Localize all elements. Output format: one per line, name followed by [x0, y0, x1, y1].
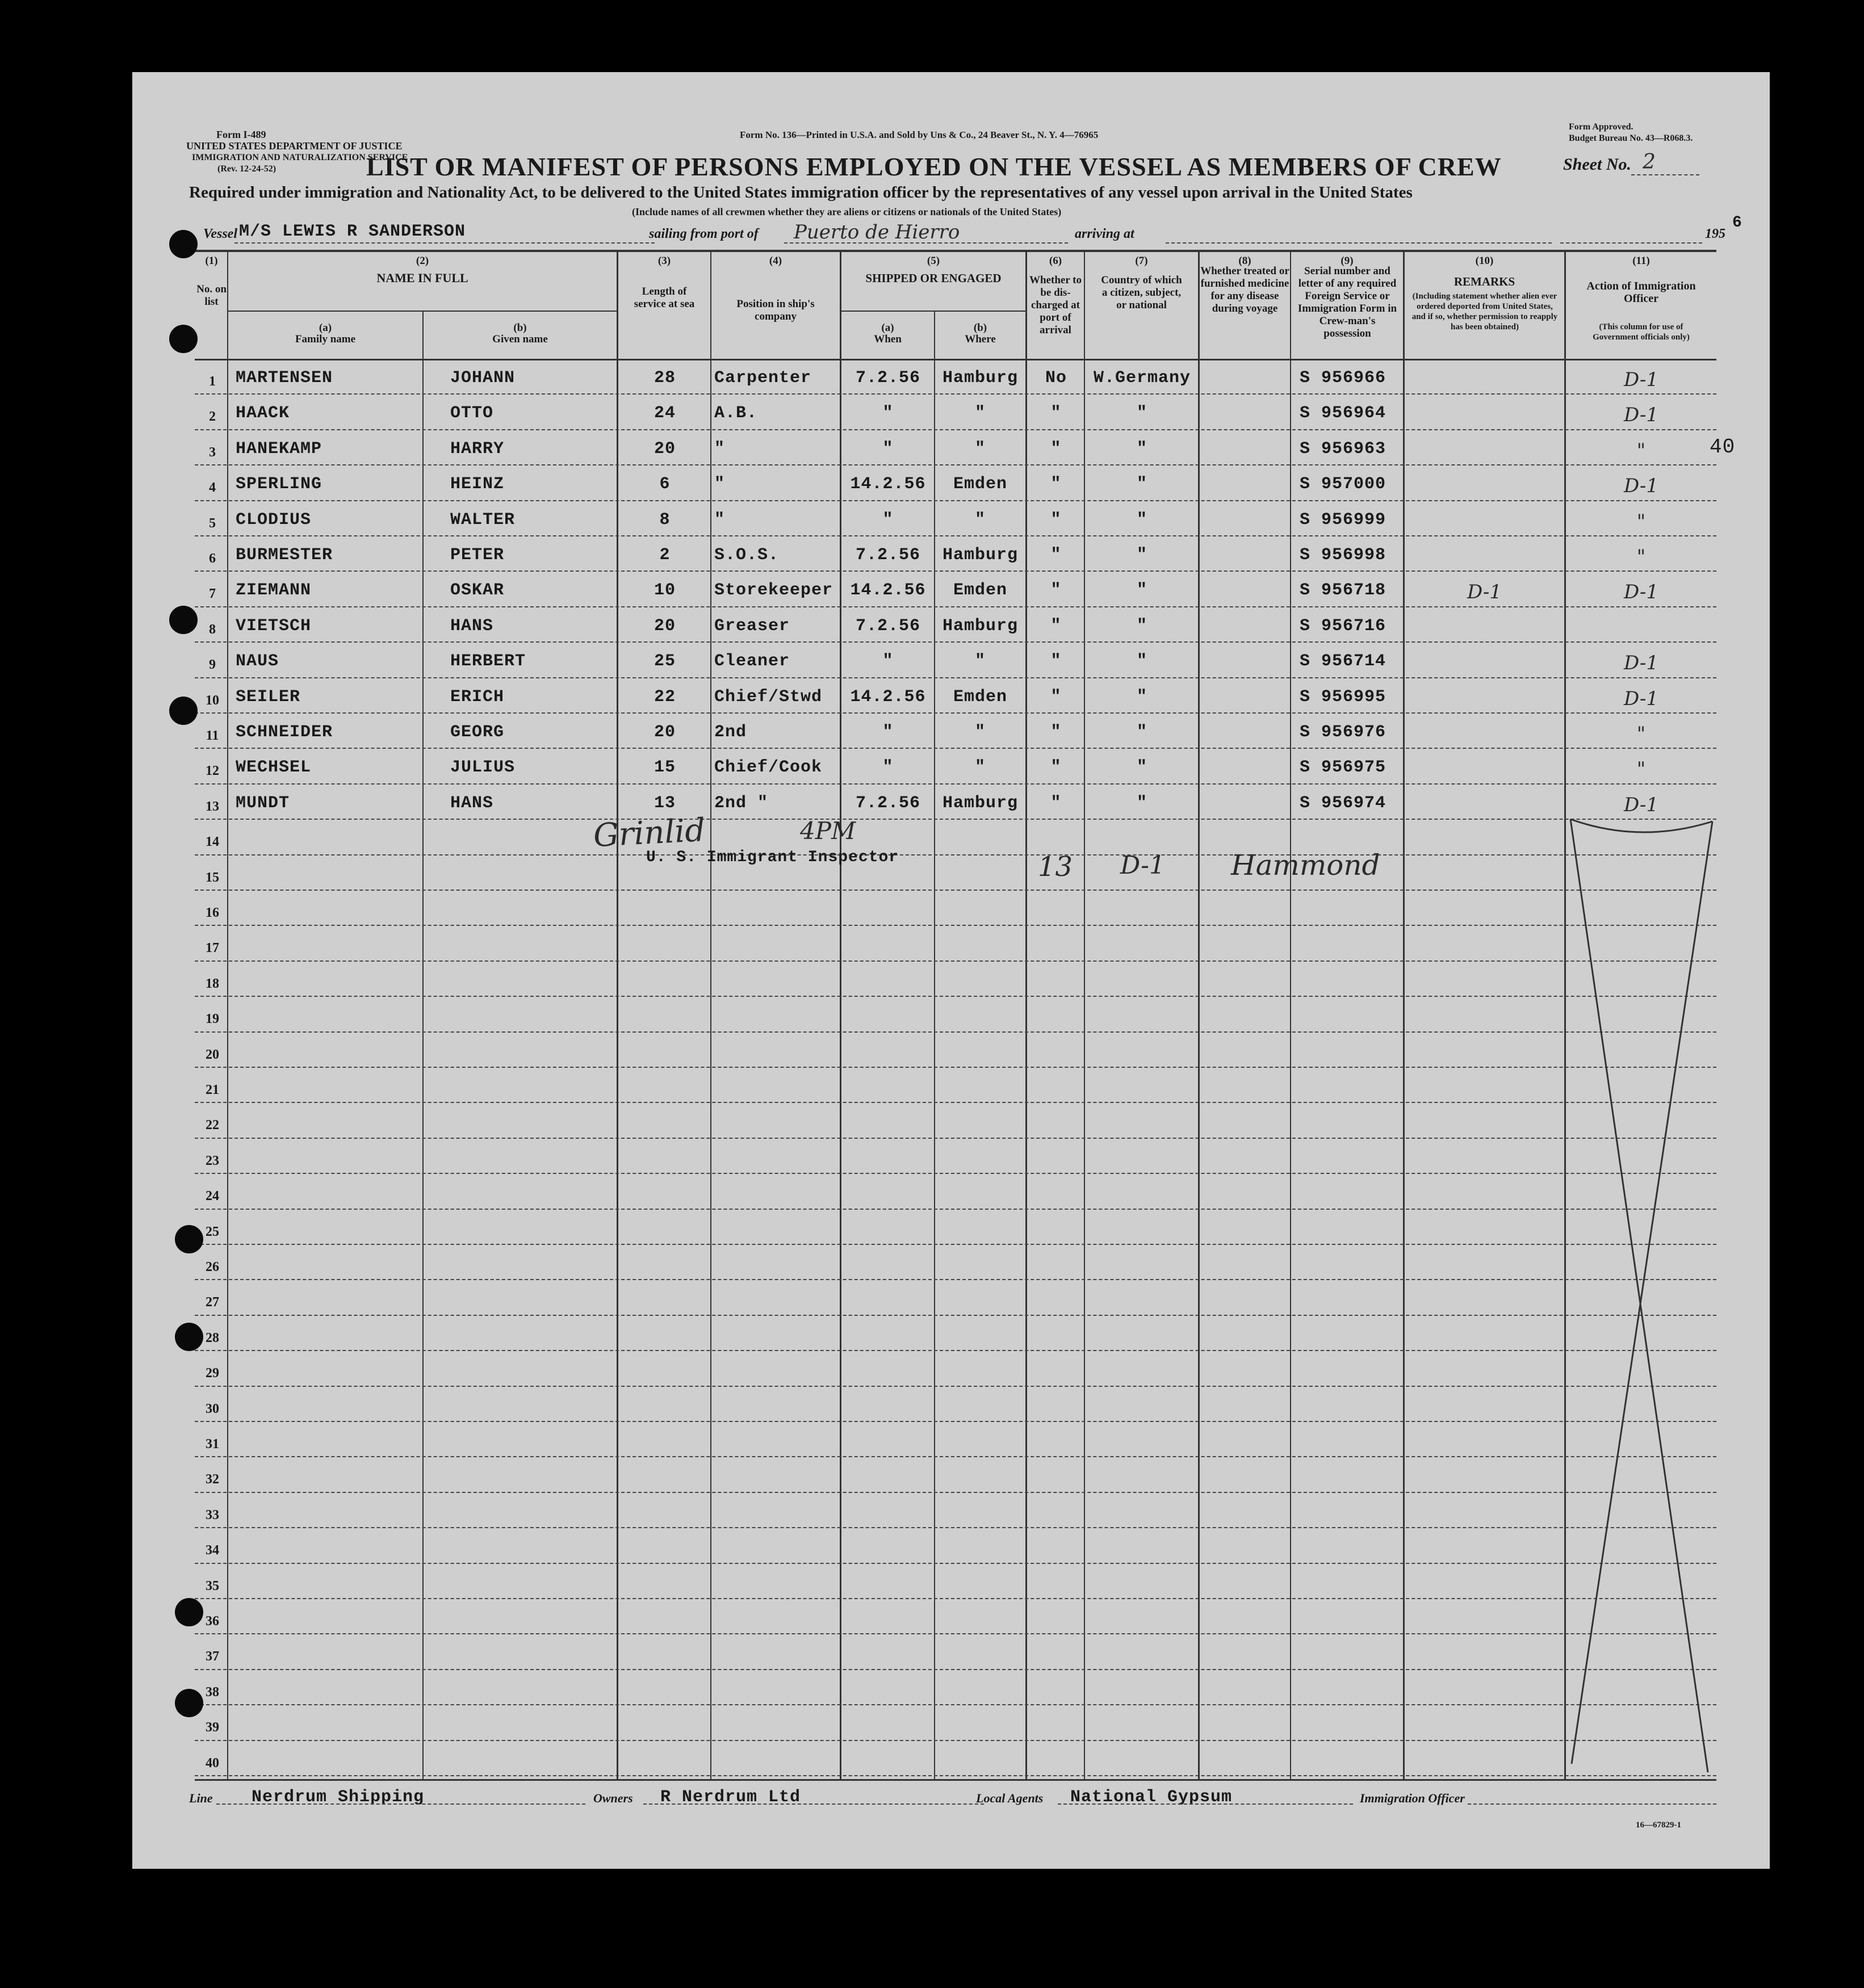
crew-service: 6: [659, 475, 671, 494]
row-rule: [195, 1740, 1716, 1741]
row-number: 13: [206, 799, 219, 814]
crew-given: GEORG: [450, 723, 505, 742]
punch-hole: [175, 1598, 203, 1626]
crew-given: JOHANN: [450, 368, 516, 388]
row-rule: [195, 961, 1716, 962]
row-number: 2: [209, 409, 216, 425]
summary-count: 13: [1038, 851, 1073, 883]
crew-country: ": [1136, 404, 1147, 423]
crew-serial: S 956976: [1300, 723, 1387, 742]
crew-given: OTTO: [450, 404, 494, 423]
crew-family: WECHSEL: [236, 758, 312, 778]
row-number: 16: [206, 905, 219, 920]
col10-header: REMARKS: [1453, 275, 1515, 288]
punch-hole: [175, 1689, 203, 1717]
col10-note: (Including statement whether alien ever ordered deported from United States, and if so, whether permission to reapply has been obtained): [1411, 292, 1558, 332]
sailing-port: Puerto de Hierro: [794, 221, 960, 244]
crew-discharge: ": [1050, 546, 1062, 565]
crew-family: HANEKAMP: [236, 439, 322, 459]
row-rule: [195, 1173, 1716, 1174]
col6-num: (6): [1049, 255, 1062, 267]
row-rule: [195, 1350, 1716, 1351]
crew-when: ": [882, 758, 894, 778]
inspector-time: 4PM: [800, 817, 856, 845]
crew-when: 14.2.56: [850, 581, 926, 601]
row-rule: [195, 996, 1716, 997]
crew-action: ": [1636, 758, 1646, 781]
col5a-num: (a): [881, 322, 894, 334]
row-number: 6: [209, 551, 216, 566]
row-rule: [195, 571, 1716, 572]
crew-position: S.O.S.: [714, 546, 780, 565]
crew-where: ": [974, 404, 986, 423]
year-suffix: 6: [1732, 214, 1742, 232]
owners-value: R Nerdrum Ltd: [660, 1788, 801, 1807]
crew-when: ": [882, 723, 894, 742]
row-number: 20: [206, 1047, 219, 1062]
crew-given: ERICH: [450, 687, 505, 707]
row-number: 39: [206, 1720, 219, 1735]
row-number: 21: [206, 1083, 219, 1097]
col2a-header: Family name: [295, 333, 356, 345]
crew-position: ": [714, 475, 726, 494]
strike-out-x: [1566, 810, 1716, 1775]
manifest-sheet: [132, 72, 1770, 1869]
row-number: 40: [206, 1755, 219, 1771]
crew-discharge: ": [1050, 723, 1062, 742]
col7-header: Country of which a citizen, subject, or national: [1101, 274, 1182, 311]
summary-signature: Hammond: [1231, 849, 1380, 882]
col5b-num: (b): [973, 322, 987, 334]
row-number: 34: [206, 1543, 219, 1558]
crew-position: 2nd: [714, 723, 747, 742]
crew-country: ": [1136, 758, 1147, 778]
crew-given: HANS: [450, 793, 494, 813]
crew-discharge: ": [1050, 758, 1062, 778]
row-number: 26: [206, 1260, 219, 1274]
row-number: 4: [209, 480, 216, 496]
row-number: 19: [206, 1012, 219, 1027]
row-rule: [195, 393, 1716, 395]
row-number: 12: [206, 764, 219, 779]
arriving-label: arriving at: [1075, 227, 1134, 241]
row-rule: [195, 854, 1716, 855]
crew-where: ": [974, 723, 986, 742]
crew-position: A.B.: [714, 404, 758, 423]
line-value: Nerdrum Shipping: [252, 1788, 425, 1807]
crew-given: HERBERT: [450, 652, 526, 672]
row-rule: [195, 1633, 1716, 1634]
crew-when: 14.2.56: [850, 475, 926, 494]
col5b-header: Where: [965, 333, 996, 345]
summary-action: D-1: [1120, 851, 1165, 880]
crew-discharge: ": [1050, 475, 1062, 494]
revision: (Rev. 12-24-52): [217, 164, 277, 174]
crew-serial: S 956714: [1300, 652, 1387, 672]
crew-service: 20: [654, 439, 676, 459]
row-number: 23: [206, 1153, 219, 1168]
subnote: (Include names of all crewmen whether they are aliens or citizens or nationals of the United States): [632, 206, 1062, 217]
row-number: 31: [206, 1437, 219, 1452]
crew-where: Emden: [953, 475, 1007, 494]
crew-country: ": [1136, 616, 1147, 636]
crew-country: ": [1136, 687, 1147, 707]
crew-action: D-1: [1623, 793, 1658, 816]
row-number: 7: [209, 586, 216, 602]
crew-when: 7.2.56: [855, 793, 921, 813]
row-rule: [195, 1067, 1716, 1068]
crew-discharge: ": [1050, 581, 1062, 601]
crew-when: ": [882, 652, 894, 672]
printer-note: Form No. 136—Printed in U.S.A. and Sold by Uns & Co., 24 Beaver St., N. Y. 4—76965: [740, 129, 1099, 140]
crew-country: ": [1136, 581, 1147, 601]
sheet-label: Sheet No.: [1563, 155, 1631, 174]
crew-position: ": [714, 439, 726, 459]
row-number: 33: [206, 1507, 219, 1523]
crew-family: SCHNEIDER: [236, 723, 333, 742]
crew-given: WALTER: [450, 510, 516, 530]
crew-given: HANS: [450, 616, 494, 636]
year-prefix: 195: [1705, 227, 1725, 241]
row-rule: [195, 1456, 1716, 1457]
crew-given: JULIUS: [450, 758, 516, 778]
row-rule: [195, 1704, 1716, 1705]
crew-action: ": [1636, 510, 1646, 533]
department: UNITED STATES DEPARTMENT OF JUSTICE: [186, 140, 403, 152]
row-rule: [195, 1279, 1716, 1280]
row-rule: [195, 641, 1716, 643]
crew-family: VIETSCH: [236, 616, 312, 636]
row-number: 1: [209, 374, 216, 389]
row-rule: [195, 1563, 1716, 1564]
crew-action: D-1: [1623, 652, 1658, 675]
crew-discharge: ": [1050, 510, 1062, 530]
owners-label: Owners: [593, 1791, 633, 1805]
col6-header: Whether to be dis-charged at port of arrival: [1029, 274, 1082, 336]
form-number: Form I-489: [216, 129, 266, 140]
crew-serial: S 956718: [1300, 581, 1387, 601]
crew-serial: S 957000: [1300, 475, 1387, 494]
row-number: 9: [209, 657, 216, 673]
crew-given: HARRY: [450, 439, 505, 459]
row-rule: [195, 819, 1716, 820]
crew-where: ": [974, 510, 986, 530]
crew-position: Chief/Cook: [714, 758, 823, 778]
crew-country: ": [1136, 475, 1147, 494]
crew-service: 28: [654, 368, 676, 388]
crew-position: 2nd ": [714, 793, 769, 813]
line-label: Line: [189, 1791, 213, 1805]
crew-family: CLODIUS: [236, 510, 312, 530]
crew-serial: S 956995: [1300, 687, 1387, 707]
vessel-label: Vessel: [203, 227, 237, 241]
row-rule: [195, 783, 1716, 785]
row-rule: [195, 500, 1716, 501]
row-number: 22: [206, 1118, 219, 1133]
crew-given: HEINZ: [450, 475, 505, 494]
row-rule: [195, 1031, 1716, 1033]
crew-action: ": [1636, 546, 1646, 568]
crew-where: Hamburg: [942, 616, 1019, 636]
crew-serial: S 956966: [1300, 368, 1387, 388]
row-rule: [195, 535, 1716, 536]
row-rule: [195, 677, 1716, 678]
crew-discharge: ": [1050, 616, 1062, 636]
crew-when: 14.2.56: [850, 687, 926, 707]
row-rule: [195, 1244, 1716, 1245]
col10-num: (10): [1475, 255, 1494, 267]
row-number: 25: [206, 1224, 219, 1239]
row-rule: [195, 1492, 1716, 1493]
agents-label: Local Agents: [976, 1791, 1044, 1805]
col2a-num: (a): [319, 322, 332, 334]
crew-when: 7.2.56: [855, 368, 921, 388]
punch-hole: [169, 325, 198, 353]
crew-position: Carpenter: [714, 368, 812, 388]
crew-where: Hamburg: [942, 793, 1019, 813]
col9-header: Serial number and letter of any required Foreign Service or Immigration Form in Crew-man's possession: [1297, 265, 1397, 339]
punch-hole: [169, 230, 198, 258]
crew-serial: S 956963: [1300, 439, 1387, 459]
col11-note: (This column for use of Government officials only): [1593, 322, 1690, 342]
row-number: 3: [209, 444, 216, 460]
col5a-header: When: [874, 333, 902, 345]
col8-header: Whether treated or furnished medicine for any disease during voyage: [1200, 265, 1289, 314]
crew-position: Storekeeper: [714, 581, 833, 601]
row-number: 29: [206, 1366, 219, 1381]
col5-num: (5): [927, 255, 940, 267]
sailing-label: sailing from port of: [649, 227, 759, 241]
col8-num: (8): [1238, 255, 1251, 267]
crew-serial: S 956964: [1300, 404, 1387, 423]
crew-given: PETER: [450, 546, 505, 565]
crew-action: D-1: [1623, 687, 1658, 710]
crew-action: ": [1636, 723, 1646, 745]
service-name: IMMIGRATION AND NATURALIZATION SERVICE: [192, 153, 408, 162]
crew-action: D-1: [1623, 368, 1658, 391]
row-number: 24: [206, 1189, 219, 1204]
col3-num: (3): [657, 255, 671, 267]
row-rule: [195, 1598, 1716, 1599]
margin-number: 40: [1710, 435, 1736, 459]
crew-position: Chief/Stwd: [714, 687, 823, 707]
crew-discharge: ": [1050, 793, 1062, 813]
crew-service: 25: [654, 652, 676, 672]
col11-num: (11): [1632, 255, 1650, 267]
row-number: 30: [206, 1401, 219, 1416]
crew-when: ": [882, 404, 894, 423]
crew-service: 10: [654, 581, 676, 601]
crew-family: HAACK: [236, 404, 290, 423]
row-rule: [195, 464, 1716, 465]
row-number: 32: [206, 1472, 219, 1487]
crew-position: Greaser: [714, 616, 790, 636]
row-rule: [195, 1669, 1716, 1670]
crew-service: 13: [654, 793, 676, 813]
row-number: 37: [206, 1649, 219, 1664]
crew-service: 20: [654, 616, 676, 636]
col4-header: Position in ship's company: [736, 298, 815, 322]
row-rule: [195, 429, 1716, 430]
row-number: 5: [209, 515, 216, 531]
col2b-num: (b): [513, 322, 527, 334]
crew-service: 8: [659, 510, 671, 530]
crew-action: D-1: [1623, 581, 1658, 604]
crew-action: D-1: [1623, 475, 1658, 498]
row-rule: [195, 1527, 1716, 1528]
row-rule: [195, 1138, 1716, 1139]
crew-serial: S 956999: [1300, 510, 1387, 530]
crew-country: ": [1136, 546, 1147, 565]
crew-family: ZIEMANN: [236, 581, 312, 601]
crew-discharge: ": [1050, 687, 1062, 707]
crew-serial: S 956974: [1300, 793, 1387, 813]
crew-country: ": [1136, 439, 1147, 459]
col2b-header: Given name: [492, 333, 548, 345]
inspector-title: U. S. Immigrant Inspector: [646, 849, 899, 866]
row-number: 10: [206, 693, 219, 708]
row-number: 35: [206, 1578, 219, 1593]
row-rule: [195, 712, 1716, 714]
crew-country: ": [1136, 652, 1147, 672]
punch-hole: [169, 697, 198, 725]
crew-family: MUNDT: [236, 793, 290, 813]
crew-service: 22: [654, 687, 676, 707]
punch-hole: [175, 1323, 203, 1351]
crew-family: SPERLING: [236, 475, 322, 494]
crew-discharge: ": [1050, 439, 1062, 459]
crew-when: 7.2.56: [855, 616, 921, 636]
row-rule: [195, 890, 1716, 891]
form-approved: Form Approved.: [1569, 122, 1633, 132]
punch-hole: [169, 606, 198, 634]
inspector-signature: Grinlid: [592, 811, 706, 855]
row-number: 15: [206, 870, 219, 885]
crew-given: OSKAR: [450, 581, 505, 601]
crew-serial: S 956998: [1300, 546, 1387, 565]
crew-service: 24: [654, 404, 676, 423]
row-number: 8: [209, 622, 216, 637]
crew-where: ": [974, 758, 986, 778]
row-rule: [195, 1102, 1716, 1103]
crew-family: SEILER: [236, 687, 301, 707]
crew-when: ": [882, 439, 894, 459]
subtitle: Required under immigration and Nationality Act, to be delivered to the United States immigration officer by the representatives of any vessel upon arrival in the United States: [189, 183, 1413, 202]
crew-where: Emden: [953, 581, 1007, 601]
footer-code: 16—67829-1: [1636, 1821, 1681, 1830]
col1-header: No. on list: [196, 283, 227, 308]
budget-bureau: Budget Bureau No. 43—R068.3.: [1569, 133, 1693, 143]
crew-when: ": [882, 510, 894, 530]
col4-num: (4): [769, 255, 782, 267]
crew-discharge: ": [1050, 404, 1062, 423]
crew-family: NAUS: [236, 652, 279, 672]
crew-service: 20: [654, 723, 676, 742]
crew-country: ": [1136, 723, 1147, 742]
col9-num: (9): [1341, 255, 1354, 267]
crew-position: ": [714, 510, 726, 530]
row-number: 17: [206, 941, 219, 956]
row-rule: [195, 925, 1716, 926]
col3-header: Length of service at sea: [634, 286, 695, 310]
vessel-name: M/S LEWIS R SANDERSON: [239, 222, 466, 241]
crew-where: Hamburg: [942, 546, 1019, 565]
row-rule: [195, 606, 1716, 607]
page-title: LIST OR MANIFEST OF PERSONS EMPLOYED ON THE VESSEL AS MEMBERS OF CREW: [366, 152, 1502, 181]
punch-hole: [175, 1225, 203, 1253]
row-rule: [195, 1421, 1716, 1422]
crew-remark: D-1: [1467, 581, 1502, 604]
row-rule: [195, 1209, 1716, 1210]
crew-where: Hamburg: [942, 368, 1019, 388]
crew-where: ": [974, 439, 986, 459]
col2-num: (2): [416, 255, 429, 267]
row-number: 11: [206, 728, 219, 743]
row-rule: [195, 1315, 1716, 1316]
crew-when: 7.2.56: [855, 546, 921, 565]
crew-country: ": [1136, 510, 1147, 530]
crew-where: Emden: [953, 687, 1007, 707]
row-number: 18: [206, 976, 219, 991]
col5-header: SHIPPED OR ENGAGED: [865, 271, 1002, 285]
crew-serial: S 956975: [1300, 758, 1387, 778]
col11-header: Action of Immigration Officer: [1586, 280, 1696, 305]
crew-discharge: No: [1045, 368, 1067, 388]
row-rule: [195, 1775, 1716, 1776]
row-number: 38: [206, 1684, 219, 1700]
crew-discharge: ": [1050, 652, 1062, 672]
crew-position: Cleaner: [714, 652, 790, 672]
row-rule: [195, 1386, 1716, 1387]
row-number: 28: [206, 1330, 219, 1345]
crew-family: MARTENSEN: [236, 368, 333, 388]
crew-action: ": [1636, 439, 1646, 462]
sheet-number: 2: [1643, 150, 1656, 174]
crew-service: 15: [654, 758, 676, 778]
crew-serial: S 956716: [1300, 616, 1387, 636]
crew-country: W.Germany: [1093, 368, 1191, 388]
crew-service: 2: [659, 546, 671, 565]
crew-country: ": [1136, 793, 1147, 813]
col2-header: NAME IN FULL: [376, 271, 468, 285]
row-rule: [195, 748, 1716, 749]
row-number: 36: [206, 1614, 219, 1629]
agents-value: National Gypsum: [1070, 1788, 1233, 1807]
crew-where: ": [974, 652, 986, 672]
row-number: 27: [206, 1295, 219, 1310]
crew-family: BURMESTER: [236, 546, 333, 565]
col1-num: (1): [205, 255, 218, 267]
officer-label: Immigration Officer: [1360, 1791, 1465, 1805]
col7-num: (7): [1135, 255, 1148, 267]
crew-action: D-1: [1623, 404, 1658, 427]
row-number: 14: [206, 834, 219, 850]
